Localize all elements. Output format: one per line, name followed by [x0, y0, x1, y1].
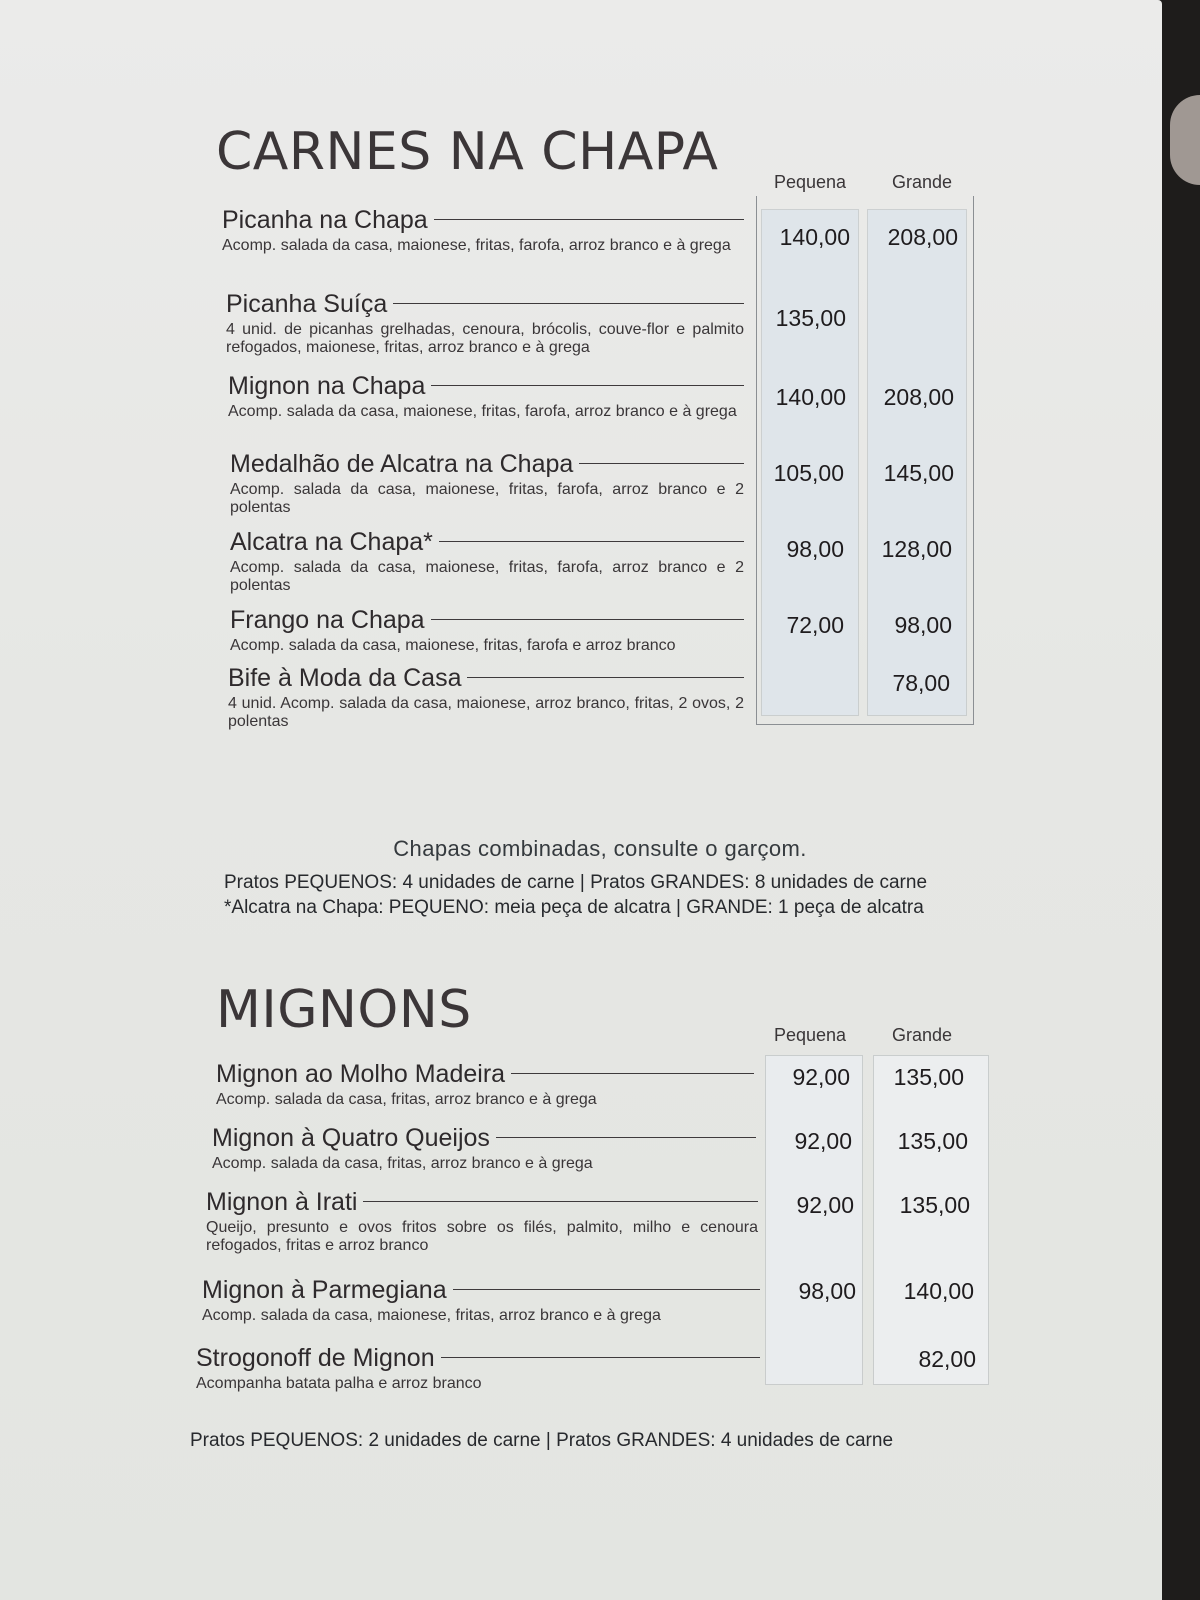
item-name: Medalhão de Alcatra na Chapa	[230, 450, 574, 478]
column-header-large: Grande	[891, 172, 953, 192]
mignon-portion-note: Pratos PEQUENOS: 2 unidades de carne | Pratos GRANDES: 4 unidades de carne	[190, 1430, 894, 1451]
item-description: Acomp. salada da casa, maionese, fritas, farofa, arroz branco e à grega	[228, 403, 737, 420]
menu-item	[226, 290, 744, 357]
price-large: 78,00	[892, 670, 950, 696]
menu-item	[228, 372, 744, 421]
price-small: 135,00	[775, 305, 846, 331]
price-large: 140,00	[903, 1278, 974, 1304]
price-large: 135,00	[893, 1064, 964, 1090]
item-name: Mignon ao Molho Madeira	[216, 1060, 506, 1088]
price-large: 128,00	[881, 536, 952, 562]
item-name: Picanha na Chapa	[222, 206, 428, 234]
leader-line	[453, 1289, 760, 1290]
price-small: 92,00	[792, 1064, 850, 1090]
price-large: 135,00	[899, 1192, 970, 1218]
portion-note: Pratos PEQUENOS: 4 unidades de carne | Pratos GRANDES: 8 unidades de carne	[224, 872, 928, 893]
item-name: Frango na Chapa	[230, 606, 425, 634]
price-large: 145,00	[883, 460, 954, 486]
item-description: Acomp. salada da casa, maionese, fritas, farofa, arroz branco e 2 polentas	[230, 481, 744, 516]
price-small: 105,00	[773, 460, 844, 486]
leader-line	[393, 303, 744, 304]
menu-item	[230, 606, 744, 655]
item-name: Mignon à Quatro Queijos	[212, 1124, 490, 1152]
column-header-small: Pequena	[773, 172, 847, 192]
item-name: Strogonoff de Mignon	[196, 1344, 435, 1372]
leader-line	[434, 219, 744, 220]
item-description: Acomp. salada da casa, fritas, arroz branco e à grega	[212, 1155, 593, 1172]
price-large: 208,00	[887, 224, 958, 250]
combined-plates-note: Chapas combinadas, consulte o garçom.	[393, 836, 807, 861]
price-small: 72,00	[786, 612, 844, 638]
price-small: 92,00	[796, 1192, 854, 1218]
leader-line	[431, 619, 744, 620]
menu-item	[206, 1188, 758, 1255]
item-name: Picanha Suíça	[226, 290, 388, 318]
section-title-mignons: MIGNONS	[216, 980, 472, 1040]
menu-item	[212, 1124, 756, 1173]
leader-line	[441, 1357, 760, 1358]
item-description: Queijo, presunto e ovos fritos sobre os filés, palmito, milho e cenoura refogados, fritas e arroz branco	[206, 1219, 758, 1254]
leader-line	[496, 1137, 756, 1138]
column-header-small: Pequena	[773, 1025, 847, 1045]
column-header-large: Grande	[891, 1025, 953, 1045]
item-description: 4 unid. de picanhas grelhadas, cenoura, brócolis, couve-flor e palmito refogados, maionese, fritas, arroz branco e à grega	[226, 321, 744, 356]
price-large: 208,00	[883, 384, 954, 410]
price-large: 98,00	[894, 612, 952, 638]
menu-item	[216, 1060, 754, 1109]
price-small: 140,00	[779, 224, 850, 250]
item-name: Alcatra na Chapa*	[230, 528, 433, 556]
leader-line	[579, 463, 744, 464]
price-small: 98,00	[798, 1278, 856, 1304]
leader-line	[363, 1201, 758, 1202]
item-description: Acomp. salada da casa, maionese, fritas, farofa, arroz branco e 2 polentas	[230, 559, 744, 594]
section-title-carnes: CARNES NA CHAPA	[216, 122, 719, 182]
price-column-large	[874, 1056, 988, 1384]
item-description: 4 unid. Acomp. salada da casa, maionese, arroz branco, fritas, 2 ovos, 2 polentas	[228, 695, 744, 730]
item-name: Mignon à Irati	[206, 1188, 358, 1216]
item-description: Acomp. salada da casa, maionese, fritas, farofa, arroz branco e à grega	[222, 237, 731, 254]
price-small: 98,00	[786, 536, 844, 562]
item-name: Mignon na Chapa	[228, 372, 426, 400]
price-small: 140,00	[775, 384, 846, 410]
leader-line	[439, 541, 744, 542]
price-small: 92,00	[794, 1128, 852, 1154]
menu-item	[228, 664, 744, 731]
leader-line	[511, 1073, 754, 1074]
item-name: Bife à Moda da Casa	[228, 664, 462, 692]
menu-item	[230, 450, 744, 517]
item-description: Acomp. salada da casa, maionese, fritas, arroz branco e à grega	[202, 1307, 661, 1324]
price-large: 135,00	[897, 1128, 968, 1154]
item-name: Mignon à Parmegiana	[202, 1276, 447, 1304]
alcatra-note: *Alcatra na Chapa: PEQUENO: meia peça de alcatra | GRANDE: 1 peça de alcatra	[224, 897, 924, 918]
menu-item	[202, 1276, 760, 1325]
menu-item	[230, 528, 744, 595]
leader-line	[431, 385, 744, 386]
item-description: Acompanha batata palha e arroz branco	[196, 1375, 482, 1392]
price-column-small	[766, 1056, 862, 1384]
background-hand	[1170, 95, 1200, 185]
leader-line	[467, 677, 744, 678]
menu-item	[222, 206, 744, 255]
price-large: 82,00	[918, 1346, 976, 1372]
item-description: Acomp. salada da casa, maionese, fritas, farofa e arroz branco	[230, 637, 676, 654]
item-description: Acomp. salada da casa, fritas, arroz branco e à grega	[216, 1091, 597, 1108]
menu-item	[196, 1344, 760, 1393]
